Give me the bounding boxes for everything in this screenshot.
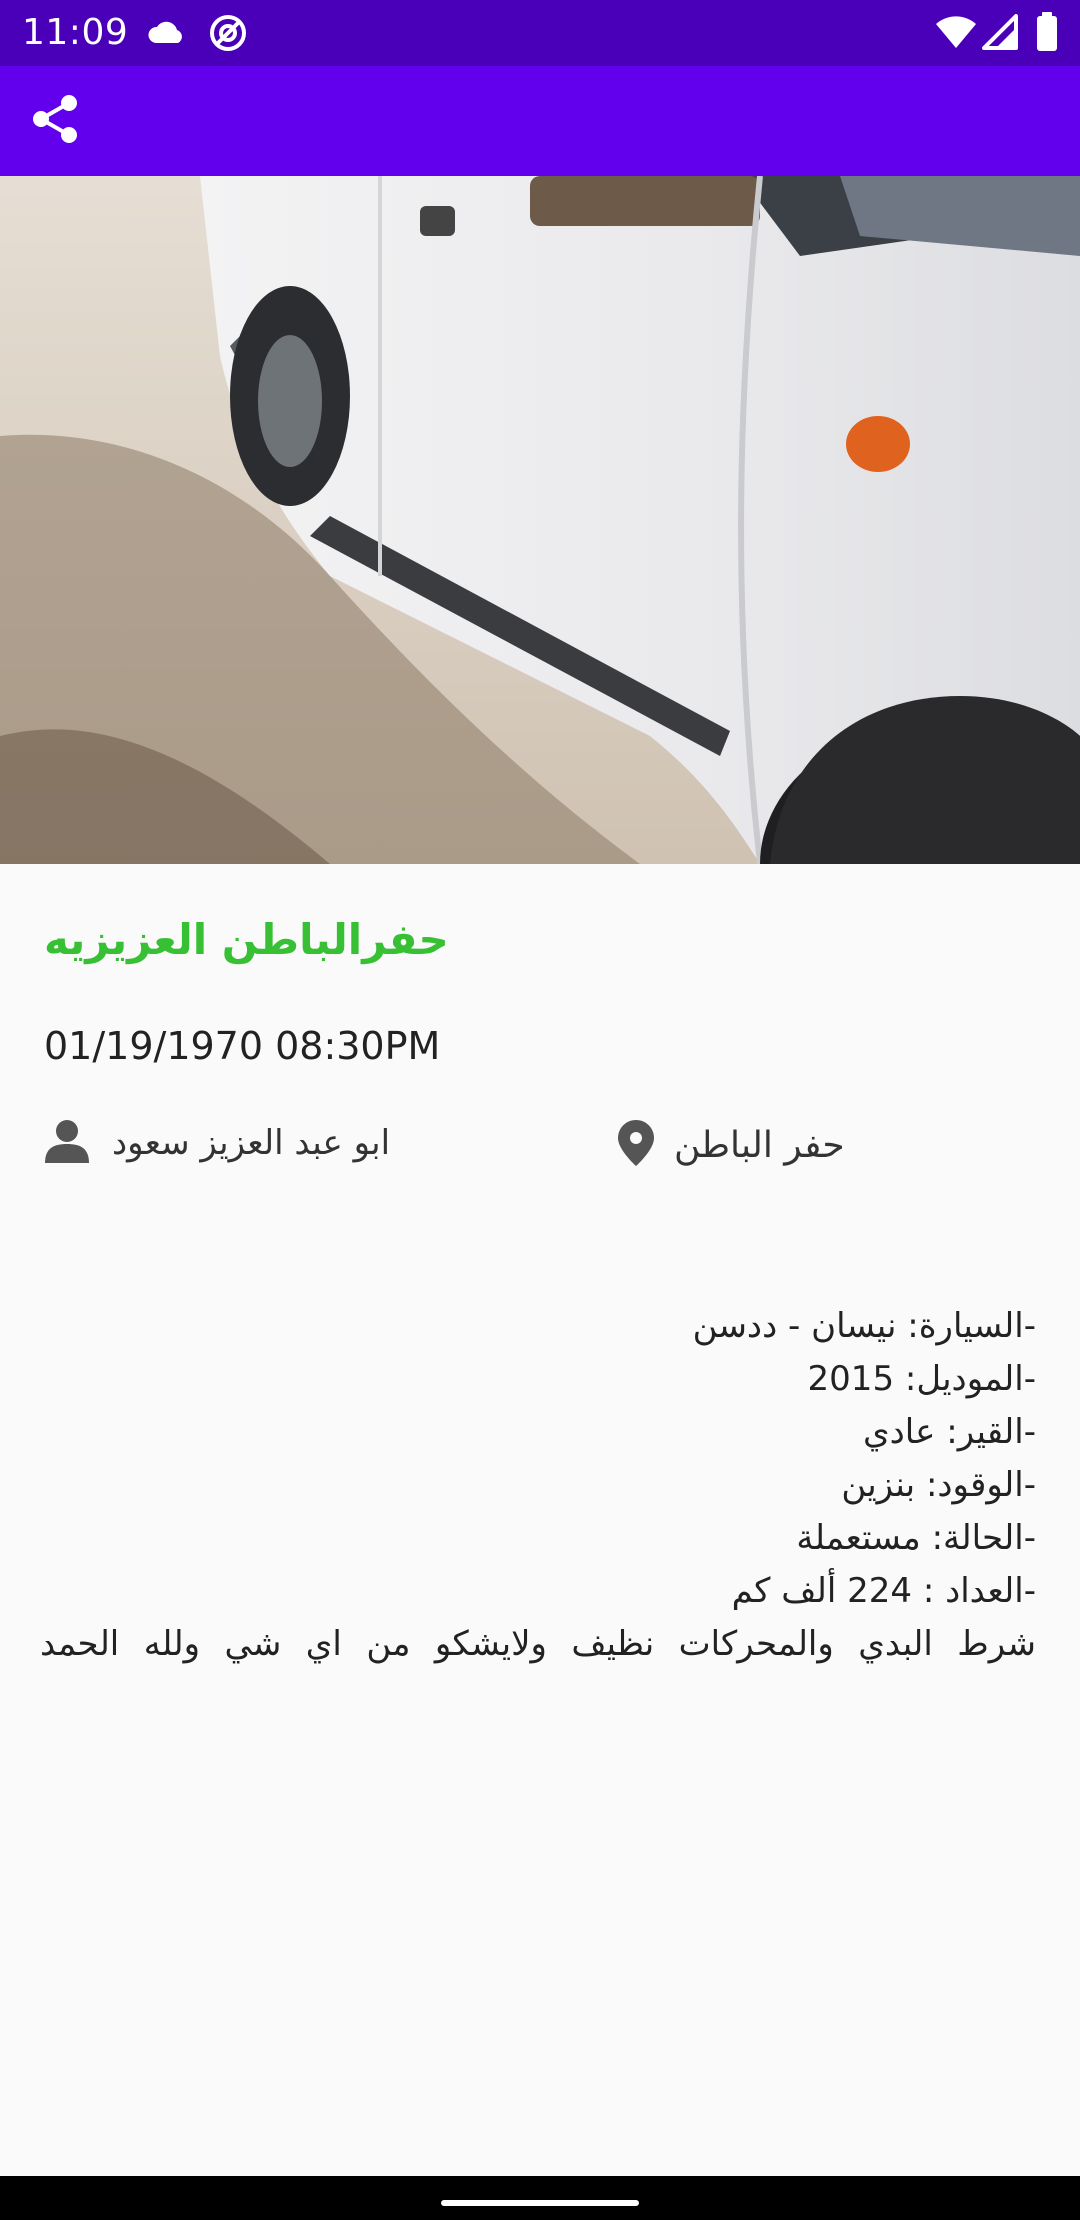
car-photo: [0, 176, 1080, 864]
spec-mileage: -العداد : 224 ألف كم: [731, 1571, 1036, 1611]
spec-transmission: -القير: عادي: [863, 1412, 1036, 1452]
listing-date: 01/19/1970 08:30PM: [44, 1024, 441, 1068]
author-name: ابو عبد العزيز سعود: [112, 1123, 391, 1163]
listing-title: حفرالباطن العزيزيه: [44, 915, 449, 964]
spec-model: -الموديل: 2015: [807, 1359, 1036, 1399]
location-text: حفر الباطن: [674, 1124, 845, 1166]
do-not-disturb-icon: [208, 13, 248, 57]
wifi-icon: [934, 14, 978, 54]
spec-condition: -الحالة: مستعملة: [796, 1518, 1036, 1558]
spec-make: -السيارة: نيسان - ددسن: [692, 1306, 1036, 1346]
person-icon: [44, 1118, 90, 1168]
cloud-icon: [146, 17, 188, 51]
signal-icon: [982, 14, 1018, 54]
share-icon: [27, 91, 83, 151]
home-gesture-handle[interactable]: [441, 2200, 639, 2206]
location-pin-icon: [618, 1120, 654, 1170]
share-button[interactable]: [18, 84, 92, 158]
status-time: 11:09: [22, 12, 129, 53]
listing-photo[interactable]: [0, 176, 1080, 864]
description-note: شرط البدي والمحركات نظيف ولايشكو من اي شي ولله الحمد: [40, 1624, 1036, 1664]
status-bar: [0, 0, 1080, 66]
listing-description: [40, 1300, 1036, 1671]
app-bar: [0, 66, 1080, 176]
author-row[interactable]: [44, 1115, 390, 1171]
spec-fuel: -الوقود: بنزين: [841, 1465, 1036, 1505]
location-row[interactable]: [618, 1115, 845, 1175]
battery-icon: [1036, 12, 1058, 56]
navigation-bar: [0, 2176, 1080, 2220]
